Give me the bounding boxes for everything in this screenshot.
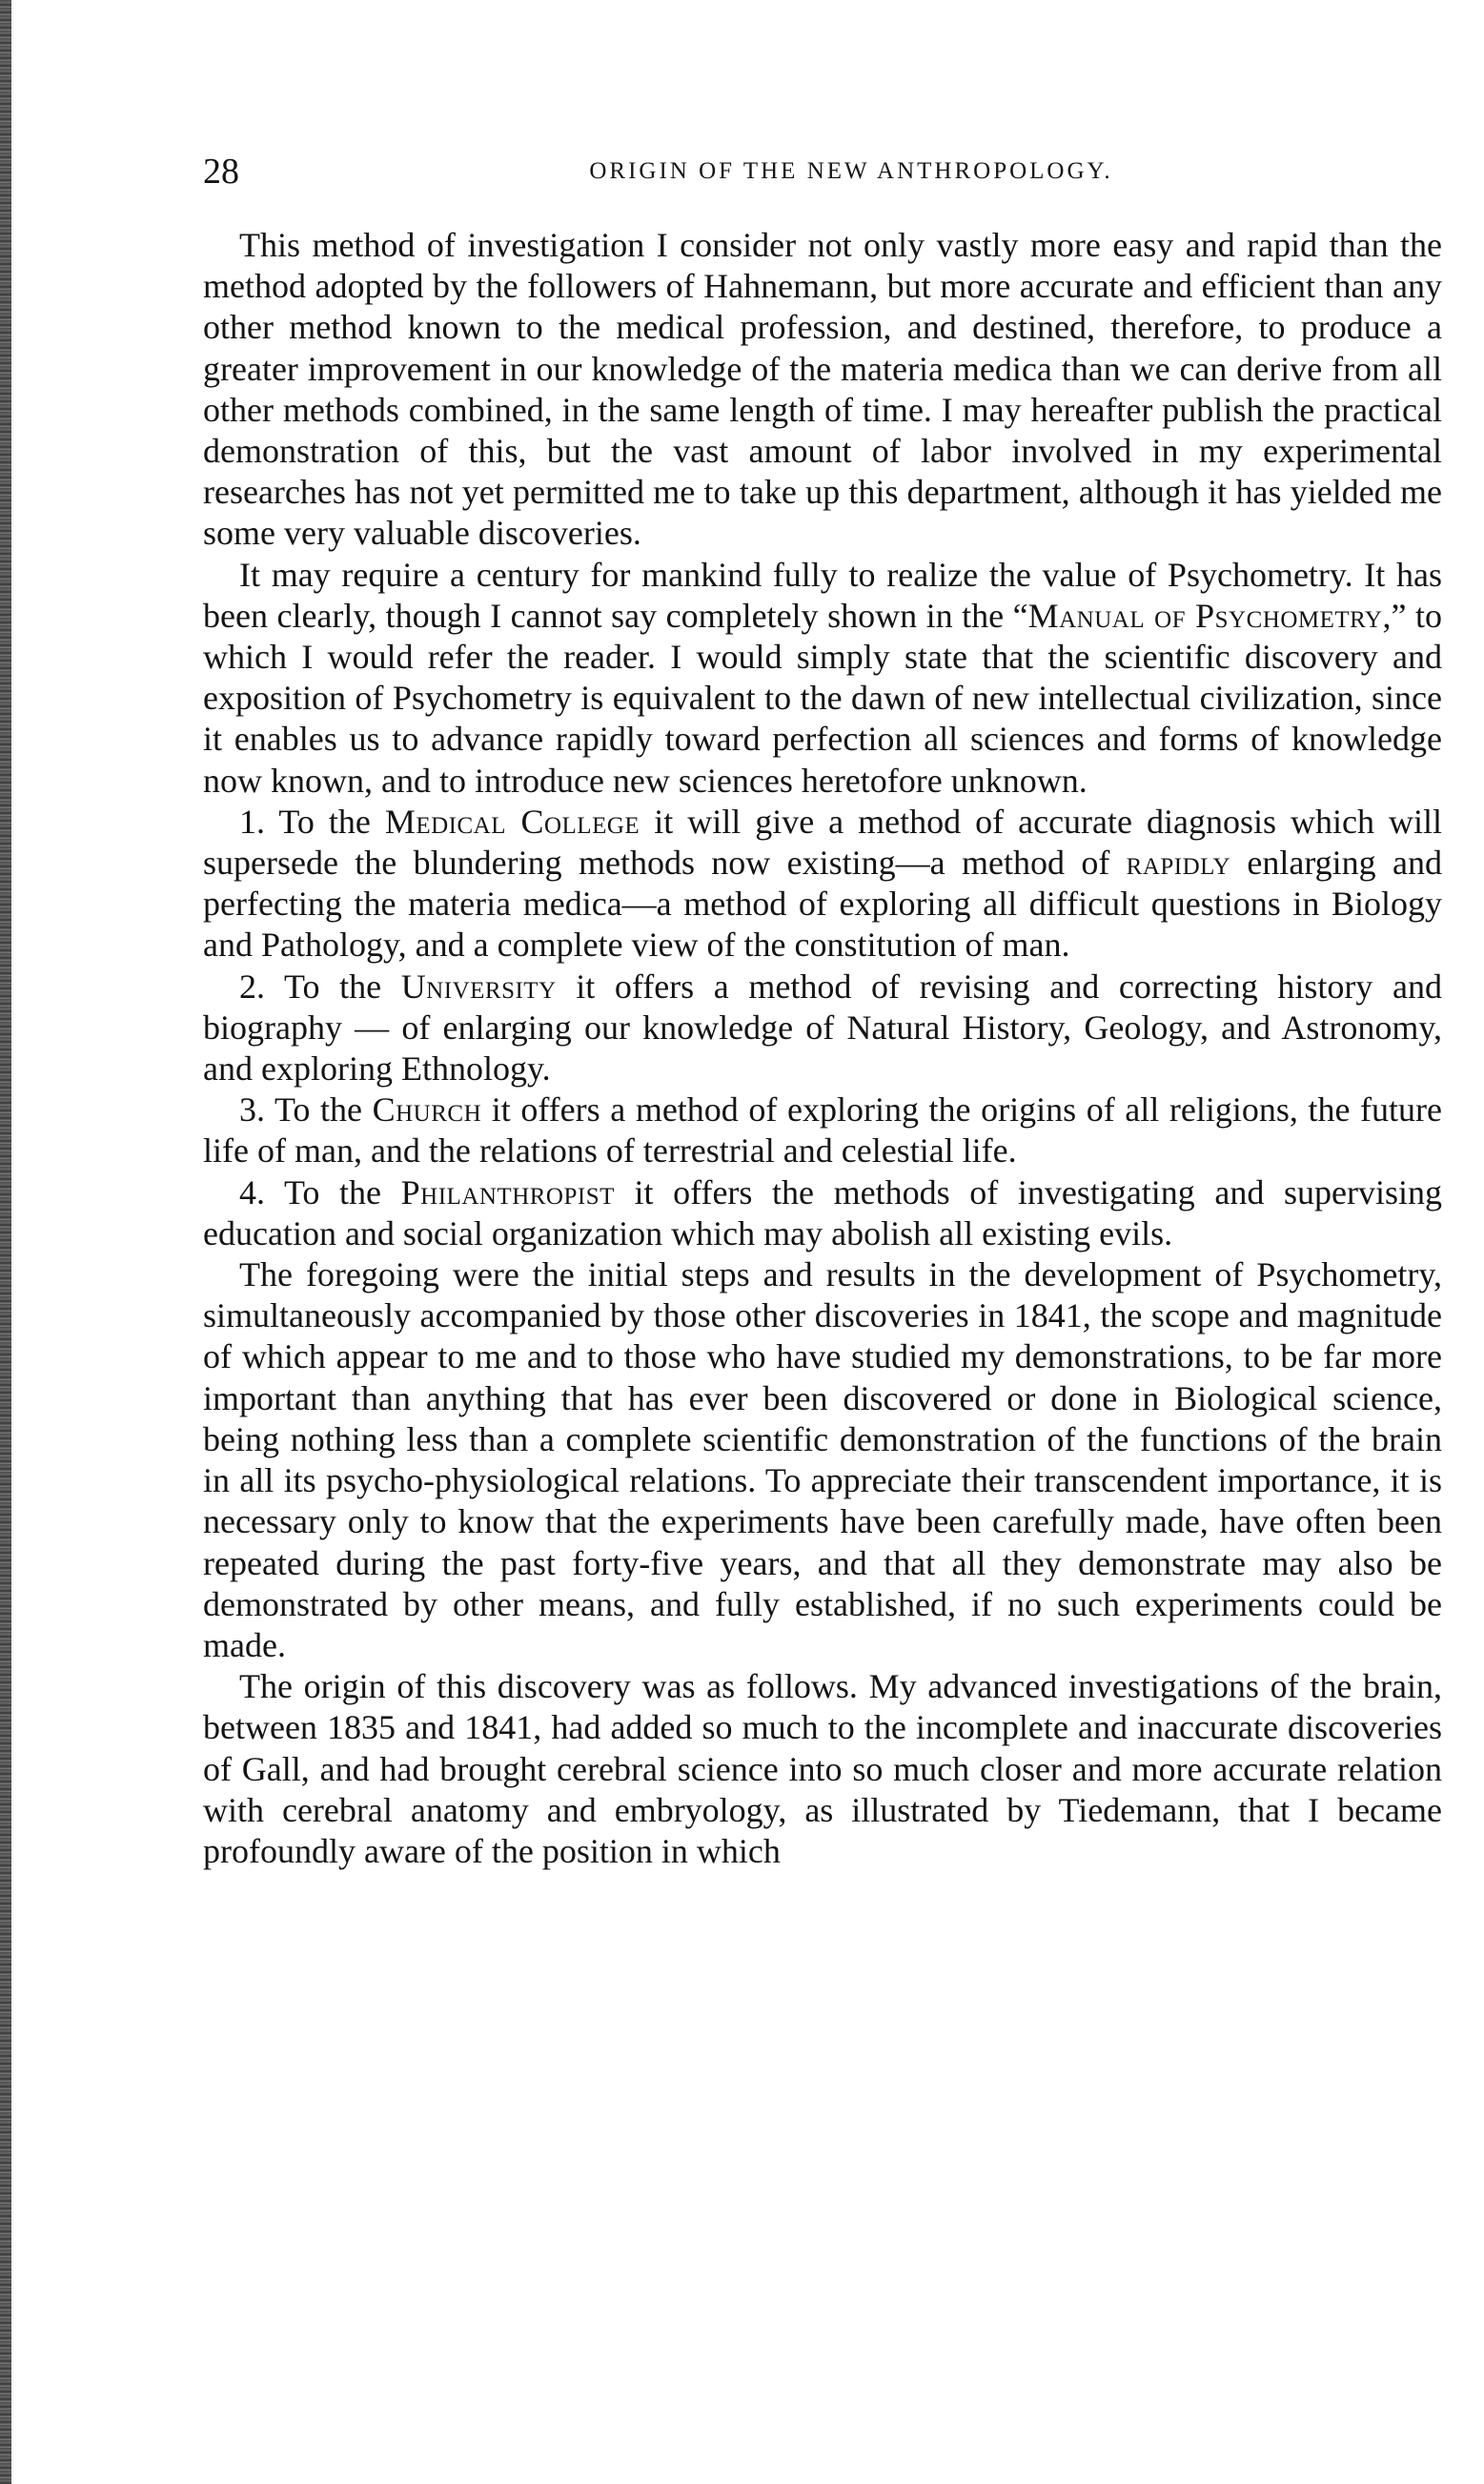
- paragraph-materia-medica: This method of investigation I consider not only vastly more easy and rapid than the method adopted by the followers of Hahnemann, but more accurate and efficient than any other method known to the medical profession, and destined, therefore, to produce a greater improvement in our knowledge of the materia medica than we can derive from all other methods combined, in the same length of time. I may hereafter publish the practical demonstration of this, but the vast amount of labor involved in my experimental researches has not yet permitted me to take up this department, although it has yielded me some very valuable discoveries.: [203, 226, 1442, 553]
- term-rapidly: rapidly: [1126, 844, 1231, 883]
- running-head: [203, 143, 1442, 200]
- paragraph-value-of-psychometry: It may require a century for mankind fully to realize the value of Psychometry. It has been clearly, though I cannot say completely shown in the “Manual of Psychometry,” to which I would refer the reader. I would simply state that the scientific discovery and exposition of Psychometry is equivalent to the dawn of new intellectual civilization, since it enables us to advance rapidly toward perfection all sciences and forms of knowledge now known, and to introduce new sciences heretofore unknown.: [203, 555, 1443, 800]
- running-title: ORIGIN OF THE NEW ANTHROPOLOGY.: [589, 158, 1113, 184]
- list-item-medical-college: 1. To the Medical College it will give a method of accurate diagnosis which will supersede the blundering methods now existing—a method of rapidly enlarging and perfecting the materia medica—a method of exploring all difficult questions in Biology and Pathology, and a complete view of the constitution of man.: [203, 802, 1443, 965]
- term-medical-college: Medical College: [384, 802, 640, 841]
- page-binding-edge: [0, 0, 11, 2484]
- term-university: University: [400, 967, 557, 1006]
- list-item-church: 3. To the Church it offers a method of exploring the origins of all religions, the future life of man, and the relations of terrestrial and celestial life.: [203, 1090, 1442, 1171]
- term-church: Church: [372, 1090, 482, 1130]
- book-title-manual-of-psychometry: Manual of Psychometry: [1027, 596, 1383, 635]
- paragraph-development-of-psychometry: The foregoing were the initial steps and results in the development of Psychometry, simultaneously accompanied by those other discoveries in 1841, the scope and magnitude of which appear to me and to those who have studied my demonstrations, to be far more important than anything that has ever been discovered or done in Biological science, being nothing less than a complete scientific demonstration of the functions of the brain in all its psycho-physiological relations. To appreciate their transcendent importance, it is necessary only to know that the experiments have been carefully made, have often been repeated during the past forty-five years, and that all they demonstrate may also be demonstrated by other means, and fully established, if no such experiments could be made.: [203, 1255, 1442, 1664]
- page-number: 28: [203, 152, 239, 192]
- book-page: [203, 143, 1442, 1872]
- list-item-university: 2. To the University it offers a method of revising and correcting history and biography — of enlarging our knowledge of Natural History, Geology, and Astronomy, and exploring Ethnology.: [203, 967, 1442, 1089]
- list-item-philanthropist: 4. To the Philanthropist it offers the methods of investigating and supervising education and social organization which may abolish all existing evils.: [203, 1172, 1442, 1252]
- body-text: [203, 225, 1442, 1872]
- paragraph-origin-of-discovery: The origin of this discovery was as follows. My advanced investigations of the brain, between 1835 and 1841, had added so much to the incomplete and inaccurate discoveries of Gall, and had brought cerebral science into so much closer and more accurate relation with cerebral anatomy and embryology, as illustrated by Tiedemann, that I became profoundly aware of the position in which: [203, 1667, 1442, 1870]
- term-philanthropist: Philanthropist: [400, 1172, 615, 1211]
